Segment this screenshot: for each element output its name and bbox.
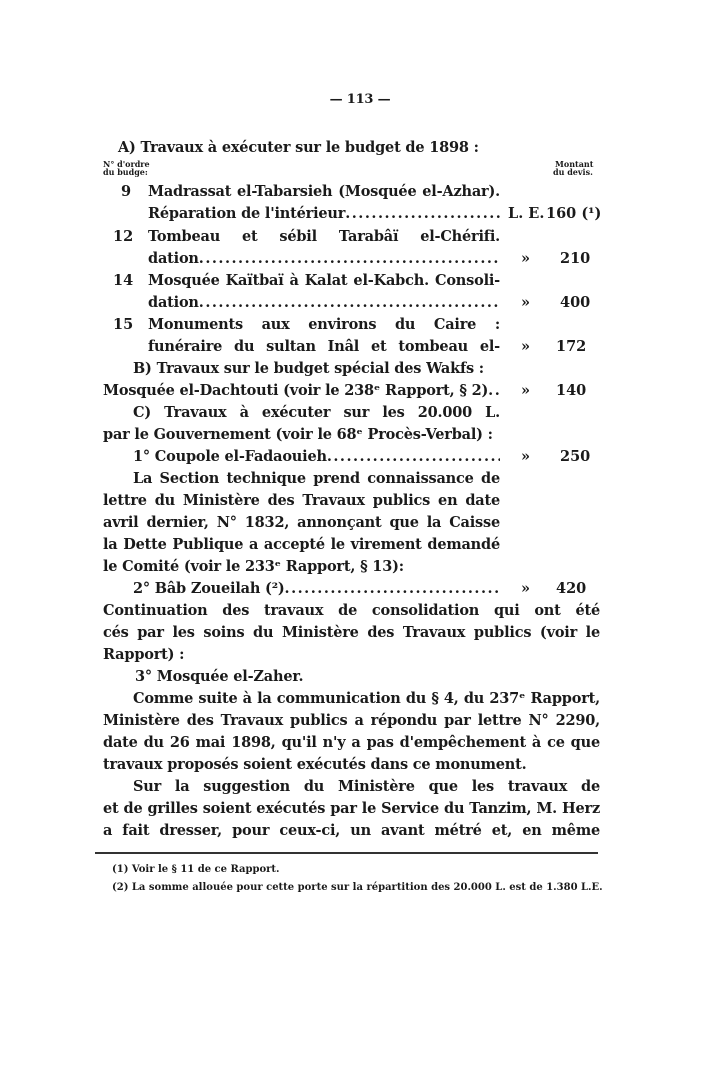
item-line: funéraire du sultan Inâl et tombeau el-	[148, 338, 500, 355]
item-line	[133, 580, 500, 598]
leader-dots	[345, 205, 500, 223]
item-number: 15	[113, 316, 134, 333]
section-a-heading: A) Travaux à exécuter sur le budget de 1898 :	[118, 139, 479, 156]
paragraph-line: lettre du Ministère des Travaux publics en date	[103, 492, 500, 509]
col-left-label-1: N° d'ordre	[103, 159, 150, 169]
col-right-label-2: du devis.	[553, 167, 593, 177]
item-line: Monuments aux environs du Caire :	[148, 316, 500, 333]
leader-dots	[327, 448, 500, 466]
item-text: 2° Bâb Zoueilah (²)	[133, 580, 285, 597]
item-line	[148, 250, 500, 268]
item-text: 1° Coupole el-Fadaouieh	[133, 448, 327, 465]
item-line: Mosquée Kaïtbaï à Kalat el-Kabch. Consoli-	[148, 272, 500, 289]
amount-value: 172	[556, 338, 587, 355]
item-number: 9	[121, 183, 132, 200]
paragraph-line: a fait dresser, pour ceux-ci, un avant métré et, en même	[103, 822, 600, 839]
item-text: dation	[148, 250, 199, 267]
item-text: Mosquée el-Dachtouti (voir le 238ᵉ Rapport, § 2)	[103, 382, 489, 399]
paragraph-line: Sur la suggestion du Ministère que les travaux de	[133, 778, 600, 795]
amount-value: 250	[560, 448, 591, 465]
col-right-label-1: Montant	[555, 159, 594, 169]
paragraph-line: travaux proposés soient exécutés dans ce monument.	[103, 756, 527, 773]
item-line	[148, 294, 500, 312]
paragraph-line: et de grilles soient exécutés par le Service du Tanzim, M. Herz	[103, 800, 600, 817]
item-number: 14	[113, 272, 134, 289]
section-b-heading: B) Travaux sur le budget spécial des Wakfs :	[133, 360, 484, 377]
paragraph-line: Comme suite à la communication du § 4, du 237ᵉ Rapport,	[133, 690, 600, 707]
page-number: — 113 —	[329, 92, 391, 107]
item-line: 3° Mosquée el-Zaher.	[135, 668, 304, 685]
paragraph-line: Ministère des Travaux publics a répondu par lettre N° 2290,	[103, 712, 600, 729]
footnote: (2) La somme allouée pour cette porte sur la répartition des 20.000 L. est de 1.380 L.E.	[112, 882, 603, 893]
leader-dots	[199, 294, 500, 312]
item-text: dation	[148, 294, 199, 311]
leader-dots	[488, 382, 500, 400]
amount-value: 400	[560, 294, 591, 311]
section-c-heading-cont: par le Gouvernement (voir le 68ᵉ Procès-Verbal) :	[103, 426, 493, 443]
amount-value: 420	[556, 580, 587, 597]
item-line: Tombeau et sébil Tarabâï el-Chérifi.	[148, 228, 500, 245]
amount-unit: »	[521, 294, 531, 311]
paragraph-line: le Comité (voir le 233ᵉ Rapport, § 13):	[103, 558, 404, 575]
paragraph-line: Rapport) :	[103, 646, 185, 663]
item-line	[148, 205, 500, 223]
item-text: Réparation de l'intérieur	[148, 205, 346, 222]
amount-unit: »	[521, 338, 531, 355]
item-number: 12	[113, 228, 134, 245]
footnote-divider	[95, 852, 598, 854]
section-c-heading: C) Travaux à exécuter sur les 20.000 L.	[133, 404, 500, 421]
item-line	[103, 382, 500, 400]
paragraph-line: cés par les soins du Ministère des Travaux publics (voir le	[103, 624, 600, 641]
footnote: (1) Voir le § 11 de ce Rapport.	[112, 864, 280, 875]
item-line	[133, 448, 500, 466]
col-left-label-2: du budge:	[103, 167, 148, 177]
amount-unit: »	[521, 382, 531, 399]
paragraph-line: La Section technique prend connaissance de	[133, 470, 500, 487]
leader-dots	[199, 250, 500, 268]
paragraph-line: Continuation des travaux de consolidation qui ont été	[103, 602, 600, 619]
amount-unit: »	[521, 448, 531, 465]
paragraph-line: la Dette Publique a accepté le virement demandé	[103, 536, 500, 553]
amount-unit: »	[521, 580, 531, 597]
paragraph-line: date du 26 mai 1898, qu'il n'y a pas d'empêchement à ce que	[103, 734, 600, 751]
amount-value: 210	[560, 250, 591, 267]
amount-value: 160 (¹)	[546, 205, 602, 222]
amount-value: 140	[556, 382, 587, 399]
paragraph-line: avril dernier, N° 1832, annonçant que la Caisse	[103, 514, 500, 531]
amount-unit: L. E.	[508, 205, 545, 222]
leader-dots	[285, 580, 500, 598]
item-line: Madrassat el-Tabarsieh (Mosquée el-Azhar).	[148, 183, 500, 200]
amount-unit: »	[521, 250, 531, 267]
